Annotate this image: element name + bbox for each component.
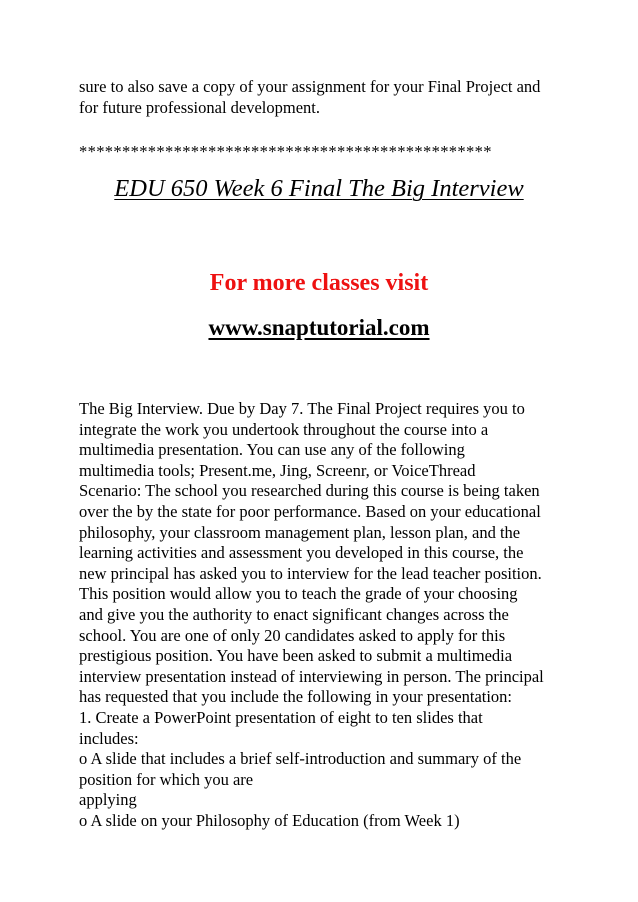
body-line: school. You are one of only 20 candidates asked to apply for this <box>79 625 506 645</box>
document-title: EDU 650 Week 6 Final The Big Interview <box>114 175 524 202</box>
body-line: has requested that you include the following in your presentation: <box>79 687 513 707</box>
body-line: learning activities and assessment you developed in this course, the <box>79 543 524 563</box>
body-line: The Big Interview. Due by Day 7. The Final Project requires you to <box>79 399 525 418</box>
body-line: includes: <box>79 728 139 748</box>
intro-line: for future professional development. <box>79 98 321 117</box>
body-line: interview presentation instead of interviewing in person. The principal <box>79 666 544 686</box>
intro-line: sure to also save a copy of your assignment for your Final Project and <box>79 77 541 96</box>
body-line: philosophy, your classroom management plan, lesson plan, and the <box>79 522 521 542</box>
separator-line: ************************************************ <box>79 142 492 161</box>
body-line: multimedia presentation. You can use any of the following <box>79 440 465 460</box>
body-line: position for which you are <box>79 769 254 789</box>
body-line: o A slide that includes a brief self-introduction and summary of the <box>79 749 522 769</box>
body-line: over the by the state for poor performance. Based on your educational <box>79 501 541 521</box>
promo-visit-text: For more classes visit <box>209 270 429 296</box>
body-line: prestigious position. You have been asked to submit a multimedia <box>79 646 513 666</box>
intro-paragraph <box>79 76 579 118</box>
body-line: multimedia tools; Present.me, Jing, Screenr, or VoiceThread <box>79 460 476 480</box>
body-line: Scenario: The school you researched during this course is being taken <box>79 481 540 501</box>
assignment-body <box>79 399 599 831</box>
body-line: and give you the authority to enact significant changes across the <box>79 604 509 624</box>
body-line: 1. Create a PowerPoint presentation of eight to ten slides that <box>79 707 483 727</box>
body-line: This position would allow you to teach the grade of your choosing <box>79 584 518 604</box>
body-line: new principal has asked you to interview for the lead teacher position. <box>79 563 542 583</box>
body-line: applying <box>79 790 137 810</box>
body-line: o A slide on your Philosophy of Education (from Week 1) <box>79 810 460 830</box>
promo-site-link[interactable]: www.snaptutorial.com <box>208 315 430 340</box>
body-line: integrate the work you undertook throughout the course into a <box>79 419 489 439</box>
